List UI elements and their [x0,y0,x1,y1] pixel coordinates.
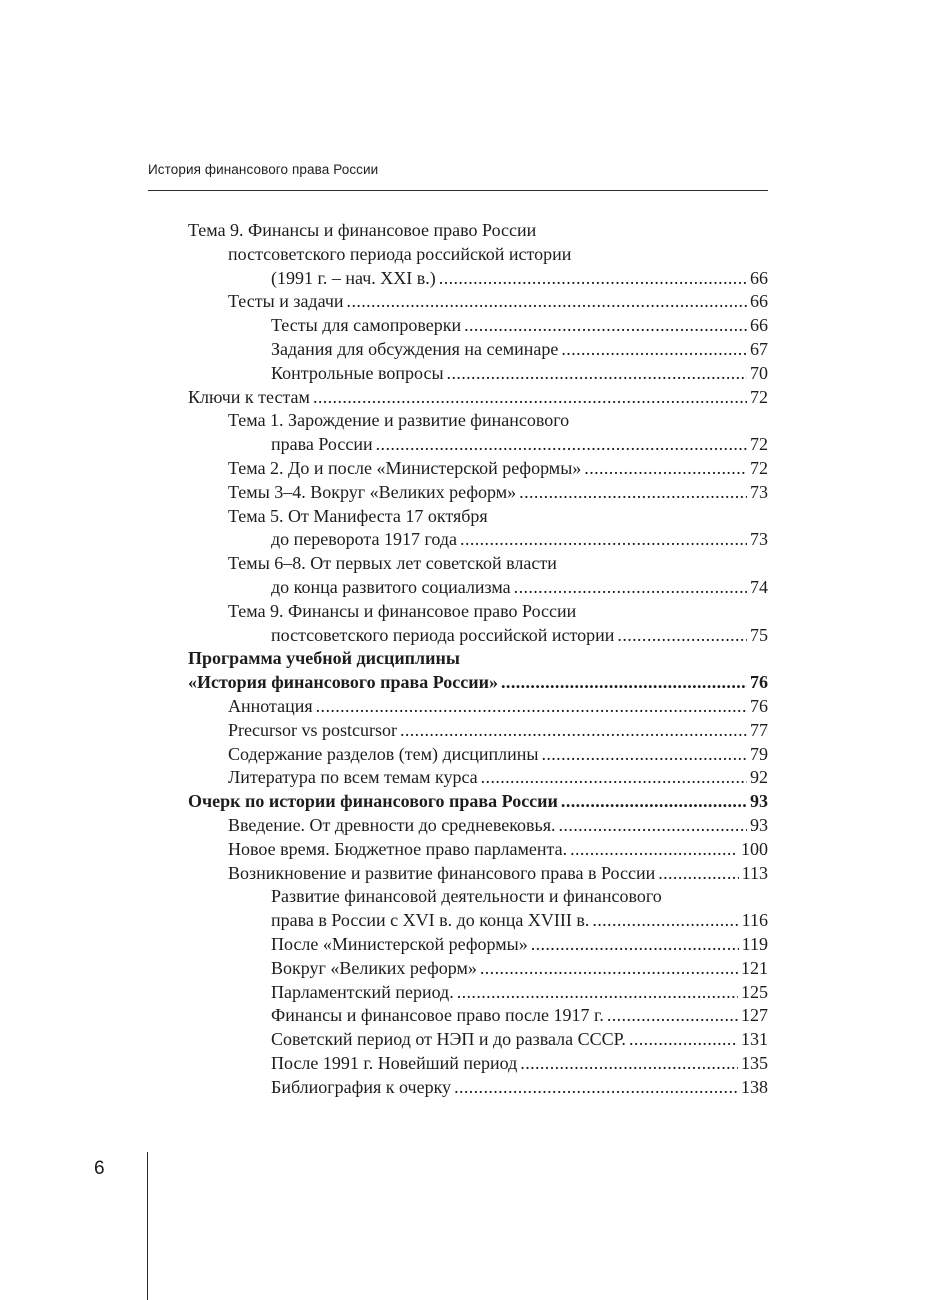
toc-entry-page: 66 [750,267,768,288]
toc-entry-page: 93 [750,814,768,835]
toc-entry [188,219,768,243]
toc-dot-leader [541,743,747,767]
toc-entry-title: Тема 1. Зарождение и развитие финансового [228,410,570,431]
toc-dot-leader [400,719,747,743]
toc-entry [188,885,768,909]
toc-entry-page: 116 [741,910,768,931]
toc-entry-page: 119 [741,933,768,954]
toc-entry-page: 125 [741,981,768,1002]
toc-entry [188,814,768,838]
toc-entry-page: 131 [741,1029,768,1050]
table-of-contents [188,219,768,1099]
toc-dot-leader [629,1028,738,1052]
toc-entry-title: Тема 5. От Манифеста 17 октября [228,505,488,526]
toc-entry-page: 76 [750,672,768,693]
toc-entry-page: 66 [750,291,768,312]
toc-entry-page: 135 [741,1052,768,1073]
toc-dot-leader [658,862,738,886]
toc-entry-page: 72 [750,457,768,478]
toc-entry-page: 100 [741,838,768,859]
toc-entry-title: права в России с XVI в. до конца XVIII в. [271,910,590,931]
toc-dot-leader [501,671,747,695]
toc-dot-leader [531,933,739,957]
toc-entry [188,1004,768,1028]
toc-entry [188,1052,768,1076]
toc-entry-page: 76 [750,695,768,716]
toc-dot-leader [376,433,747,457]
toc-entry-title: Развитие финансовой деятельности и финансового [271,886,662,907]
toc-entry-title: После «Министерской реформы» [271,933,528,954]
toc-entry-page: 75 [750,624,768,645]
toc-dot-leader [592,909,738,933]
toc-entry [188,505,768,529]
toc-entry-title: Советский период от НЭП и до развала СССР. [271,1029,626,1050]
toc-entry-page: 138 [741,1076,768,1097]
toc-entry-title: «История финансового права России» [188,672,499,693]
toc-entry-title: Тема 2. До и после «Министерской реформы» [228,457,582,478]
toc-entry-title: После 1991 г. Новейший период [271,1052,518,1073]
toc-entry-page: 73 [750,529,768,550]
toc-entry-page: 77 [750,719,768,740]
toc-entry-page: 72 [750,434,768,455]
toc-entry [188,909,768,933]
toc-entry [188,790,768,814]
toc-entry [188,576,768,600]
toc-entry-page: 79 [750,743,768,764]
toc-dot-leader [617,624,747,648]
toc-dot-leader [570,838,738,862]
toc-entry [188,481,768,505]
toc-dot-leader [561,790,747,814]
toc-entry [188,552,768,576]
toc-entry-title: до конца развитого социализма [271,576,511,597]
toc-entry-title: Аннотация [228,695,313,716]
toc-entry-page: 74 [750,576,768,597]
toc-entry [188,1028,768,1052]
toc-dot-leader [520,1052,738,1076]
toc-entry-title: Темы 3–4. Вокруг «Великих реформ» [228,481,517,502]
toc-entry [188,933,768,957]
toc-entry [188,338,768,362]
toc-dot-leader [607,1004,738,1028]
header-rule [148,190,768,191]
toc-dot-leader [519,481,747,505]
toc-entry [188,766,768,790]
toc-entry-page: 113 [741,862,768,883]
toc-entry [188,433,768,457]
toc-entry-title: постсоветского периода российской истории [271,624,615,645]
page-number-rule [147,1152,148,1300]
toc-dot-leader [464,314,747,338]
toc-dot-leader [561,338,747,362]
toc-entry [188,671,768,695]
toc-entry [188,695,768,719]
running-head-title: История финансового права России [148,162,379,177]
page-number: 6 [94,1158,105,1179]
toc-entry [188,409,768,433]
toc-entry [188,838,768,862]
toc-entry-title: Введение. От древности до средневековья. [228,814,556,835]
toc-entry [188,981,768,1005]
toc-entry [188,647,768,671]
toc-dot-leader [447,362,747,386]
toc-entry-title: Тесты для самопроверки [271,315,462,336]
toc-entry-title: права России [271,434,373,455]
toc-dot-leader [439,267,747,291]
toc-entry-page: 121 [741,957,768,978]
toc-entry-title: Парламентский период. [271,981,454,1002]
toc-entry-title: Вокруг «Великих реформ» [271,957,477,978]
toc-entry [188,719,768,743]
toc-entry [188,243,768,267]
toc-entry-title: Тема 9. Финансы и финансовое право России [228,600,577,621]
toc-entry-title: Возникновение и развитие финансового права в России [228,862,656,883]
toc-entry [188,862,768,886]
toc-entry [188,362,768,386]
toc-dot-leader [481,766,747,790]
toc-entry-title: (1991 г. – нач. XXI в.) [271,267,436,288]
toc-entry-page: 93 [750,791,768,812]
toc-entry-title: Новое время. Бюджетное право парламента. [228,838,568,859]
toc-dot-leader [460,528,747,552]
toc-entry-page: 67 [750,338,768,359]
toc-entry-title: постсоветского периода российской истории [228,243,572,264]
toc-entry-title: Программа учебной дисциплины [188,648,460,669]
toc-entry-page: 66 [750,315,768,336]
toc-entry-title: до переворота 1917 года [271,529,458,550]
toc-entry-title: Финансы и финансовое право после 1917 г. [271,1005,604,1026]
toc-dot-leader [313,386,747,410]
toc-entry-title: Содержание разделов (тем) дисциплины [228,743,539,764]
toc-entry [188,267,768,291]
toc-entry-title: Задания для обсуждения на семинаре [271,338,559,359]
toc-entry-page: 72 [750,386,768,407]
toc-dot-leader [514,576,747,600]
toc-dot-leader [347,290,747,314]
toc-entry-page: 92 [750,767,768,788]
toc-entry-title: Тесты и задачи [228,291,344,312]
toc-entry-title: Библиография к очерку [271,1076,452,1097]
toc-dot-leader [584,457,747,481]
toc-dot-leader [559,814,747,838]
toc-entry-title: Литература по всем темам курса [228,767,478,788]
toc-entry-title: Очерк по истории финансового права России [188,791,558,812]
toc-entry-page: 127 [741,1005,768,1026]
toc-entry [188,624,768,648]
toc-entry [188,743,768,767]
toc-dot-leader [480,957,738,981]
toc-entry [188,457,768,481]
toc-entry-title: Ключи к тестам [188,386,310,407]
toc-entry-title: Темы 6–8. От первых лет советской власти [228,553,557,574]
toc-entry [188,1076,768,1100]
toc-entry-title: Контрольные вопросы [271,362,444,383]
toc-dot-leader [457,981,738,1005]
toc-entry-title: Precursor vs postcursor [228,719,397,740]
toc-entry [188,600,768,624]
toc-entry [188,290,768,314]
toc-entry-page: 73 [750,481,768,502]
toc-entry [188,386,768,410]
toc-entry [188,957,768,981]
toc-dot-leader [454,1076,738,1100]
toc-dot-leader [316,695,747,719]
toc-entry-title: Тема 9. Финансы и финансовое право России [188,220,537,240]
toc-entry-page: 70 [750,362,768,383]
toc-entry [188,314,768,338]
toc-entry [188,528,768,552]
